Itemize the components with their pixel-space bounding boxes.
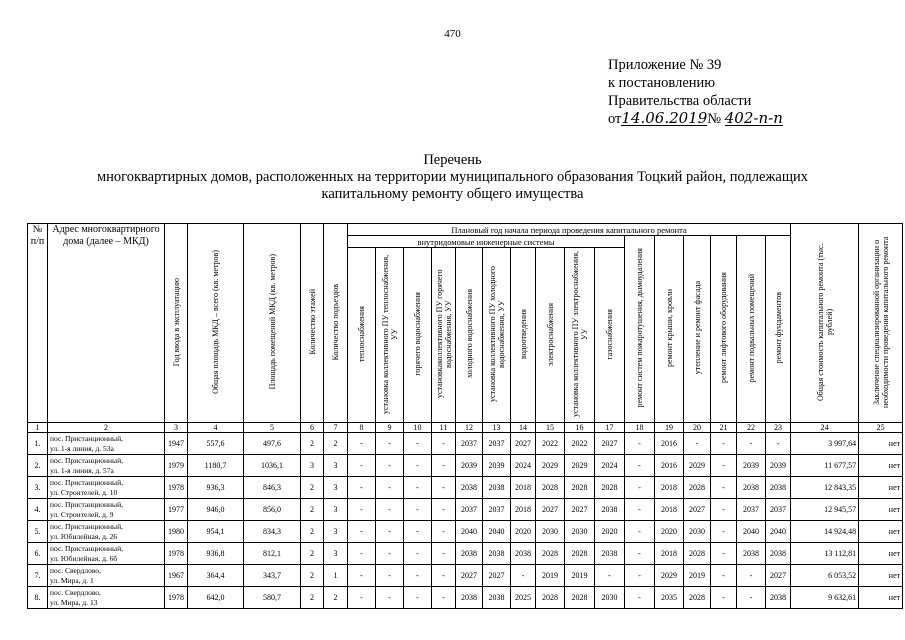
cell-c17: 2038: [595, 543, 625, 565]
cell-c17: 2030: [595, 587, 625, 609]
cell-c22: 2038: [737, 543, 766, 565]
row-number: 2.: [28, 455, 48, 477]
cell-area_prem: 343,7: [244, 565, 301, 587]
row-address: [48, 477, 165, 499]
cell-c13: 2040: [483, 521, 511, 543]
table-row: [28, 521, 903, 543]
cell-entr: 2: [324, 587, 348, 609]
row-number: 8.: [28, 587, 48, 609]
header-conclusion: Заключение специализированной организации о необходимости проведения капитального ремонта: [859, 224, 903, 423]
cell-c20: 2028: [684, 477, 711, 499]
cell-c9: -: [376, 499, 404, 521]
cell-c11: -: [432, 455, 456, 477]
column-number: 8: [348, 423, 376, 433]
annex-number: 402-п-п: [724, 109, 783, 127]
annex-line-2: к постановлению: [608, 75, 716, 91]
column-number: 5: [244, 423, 301, 433]
address-line-2: ул. Мира, д. 1: [50, 575, 94, 585]
cell-c23: 2038: [766, 543, 791, 565]
cell-c21: -: [711, 521, 737, 543]
row-total-cost: 3 997,64: [791, 433, 859, 455]
cell-c18: -: [625, 477, 655, 499]
cell-c12: 2038: [456, 587, 483, 609]
cell-area_total: 364,4: [188, 565, 244, 587]
row-conclusion: нет: [859, 521, 903, 543]
annex-from-prefix: от: [608, 111, 622, 127]
cell-c20: 2028: [684, 543, 711, 565]
cell-c21: -: [711, 499, 737, 521]
title-line-1: Перечень: [423, 152, 482, 168]
cell-c15: 2019: [536, 565, 565, 587]
cell-c14: -: [511, 565, 536, 587]
annex-no-label: №: [707, 111, 722, 127]
cell-c17: 2024: [595, 455, 625, 477]
row-total-cost: 6 053,52: [791, 565, 859, 587]
header-heating: теплоснабжения: [348, 248, 376, 423]
cell-floors: 2: [301, 587, 324, 609]
cell-c8: -: [348, 477, 376, 499]
cell-c23: 2038: [766, 587, 791, 609]
header-roof: ремонт крыши, кровли: [655, 236, 684, 423]
cell-c20: 2027: [684, 499, 711, 521]
cell-c19: 2016: [655, 433, 684, 455]
cell-entr: 1: [324, 565, 348, 587]
cell-c20: 2019: [684, 565, 711, 587]
cell-c20: 2029: [684, 455, 711, 477]
address-line-1: пос. Пристанционный,: [50, 521, 123, 531]
cell-c18: -: [625, 587, 655, 609]
cell-c19: 2018: [655, 477, 684, 499]
column-number: 22: [737, 423, 766, 433]
cell-c23: 2039: [766, 455, 791, 477]
annex-line-3: Правительства области: [608, 93, 752, 109]
cell-c12: 2040: [456, 521, 483, 543]
cell-year: 1979: [165, 455, 188, 477]
header-foundation: ремонт фундаментов: [766, 236, 791, 423]
cell-c8: -: [348, 543, 376, 565]
cell-c18: -: [625, 455, 655, 477]
cell-c20: 2030: [684, 521, 711, 543]
address-line-2: ул. 1-я линия, д. 53а: [50, 443, 114, 453]
cell-c9: -: [376, 587, 404, 609]
cell-c15: 2027: [536, 499, 565, 521]
cell-c14: 2018: [511, 499, 536, 521]
address-line-2: ул. Юбилейная, д. 6б: [50, 553, 118, 563]
title-line-3: капитальному ремонту общего имущества: [321, 186, 584, 202]
header-meter-elec: установка коллективного ПУ электроснабжения, УУ: [565, 248, 595, 423]
cell-year: 1967: [165, 565, 188, 587]
cell-c12: 2039: [456, 455, 483, 477]
table-row: [28, 543, 903, 565]
table-row: [28, 499, 903, 521]
row-conclusion: нет: [859, 455, 903, 477]
cell-c14: 2018: [511, 477, 536, 499]
cell-c14: 2020: [511, 521, 536, 543]
cell-c13: 2037: [483, 499, 511, 521]
column-number: 20: [684, 423, 711, 433]
cell-c16: 2028: [565, 543, 595, 565]
cell-c20: -: [684, 433, 711, 455]
row-number: 7.: [28, 565, 48, 587]
header-entrances: Количество подъездов: [324, 224, 348, 423]
header-basement: ремонт подвальных помещений: [737, 236, 766, 423]
column-number: 25: [859, 423, 903, 433]
header-num: № п/п: [28, 224, 48, 423]
cell-c21: -: [711, 455, 737, 477]
address-line-2: ул. Строителей, д. 9: [50, 509, 114, 519]
cell-c13: 2039: [483, 455, 511, 477]
cell-floors: 3: [301, 455, 324, 477]
table-row: [28, 587, 903, 609]
cell-floors: 2: [301, 565, 324, 587]
cell-year: 1977: [165, 499, 188, 521]
address-line-1: пос. Пристанционный,: [50, 499, 123, 509]
cell-c10: -: [404, 565, 432, 587]
cell-c20: 2028: [684, 587, 711, 609]
cell-c15: 2028: [536, 543, 565, 565]
cell-c21: -: [711, 543, 737, 565]
document-title: [0, 152, 905, 203]
cell-c13: 2037: [483, 433, 511, 455]
address-line-2: ул. Мира, д. 13: [50, 597, 98, 607]
cell-c21: -: [711, 587, 737, 609]
cell-c10: -: [404, 587, 432, 609]
cell-floors: 2: [301, 433, 324, 455]
cell-c22: -: [737, 587, 766, 609]
column-number: 14: [511, 423, 536, 433]
cell-c23: 2037: [766, 499, 791, 521]
header-planned-year: Плановый год начала периода проведения капитального ремонта: [348, 224, 791, 236]
header-year: Год ввода в эксплуатацию: [165, 224, 188, 423]
cell-c9: -: [376, 433, 404, 455]
address-line-1: пос. Пристанционный,: [50, 543, 123, 553]
cell-area_prem: 846,3: [244, 477, 301, 499]
cell-c23: 2038: [766, 477, 791, 499]
header-facade: утепление и ремонт фасада: [684, 236, 711, 423]
cell-c9: -: [376, 455, 404, 477]
cell-c10: -: [404, 543, 432, 565]
cell-year: 1980: [165, 521, 188, 543]
header-hot-water: горячего водоснабжения: [404, 248, 432, 423]
column-number: 2: [48, 423, 165, 433]
column-number: 6: [301, 423, 324, 433]
cell-c10: -: [404, 521, 432, 543]
cell-area_total: 936,8: [188, 543, 244, 565]
address-line-1: пос. Пристанционный,: [50, 433, 123, 443]
cell-c16: 2029: [565, 455, 595, 477]
cell-c17: -: [595, 565, 625, 587]
cell-floors: 2: [301, 521, 324, 543]
cell-entr: 3: [324, 477, 348, 499]
column-number: 16: [565, 423, 595, 433]
column-number: 1: [28, 423, 48, 433]
cell-c16: 2027: [565, 499, 595, 521]
row-address: [48, 433, 165, 455]
row-conclusion: нет: [859, 565, 903, 587]
header-sewer: водоотведения: [511, 248, 536, 423]
cell-c11: -: [432, 477, 456, 499]
cell-c11: -: [432, 433, 456, 455]
header-electric: электроснабжения: [536, 248, 565, 423]
cell-c10: -: [404, 499, 432, 521]
cell-c8: -: [348, 565, 376, 587]
column-number: 7: [324, 423, 348, 433]
cell-c10: -: [404, 477, 432, 499]
cell-floors: 2: [301, 543, 324, 565]
cell-c11: -: [432, 521, 456, 543]
cell-entr: 3: [324, 499, 348, 521]
header-meter-heat: установка коллективного ПУ теплоснабжения, УУ: [376, 248, 404, 423]
cell-area_total: 946,0: [188, 499, 244, 521]
column-number: 11: [432, 423, 456, 433]
header-total-area: Общая площадь МКД – всего (кв. метров): [188, 224, 244, 423]
row-address: [48, 543, 165, 565]
row-number: 6.: [28, 543, 48, 565]
cell-year: 1947: [165, 433, 188, 455]
cell-c13: 2038: [483, 543, 511, 565]
cell-c8: -: [348, 521, 376, 543]
cell-c23: 2040: [766, 521, 791, 543]
cell-c8: -: [348, 455, 376, 477]
column-number: 18: [625, 423, 655, 433]
table-row: [28, 433, 903, 455]
table-row: [28, 455, 903, 477]
cell-entr: 3: [324, 455, 348, 477]
cell-c18: -: [625, 521, 655, 543]
row-total-cost: 13 112,81: [791, 543, 859, 565]
cell-area_total: 936,3: [188, 477, 244, 499]
cell-year: 1978: [165, 477, 188, 499]
cell-c12: 2038: [456, 477, 483, 499]
cell-c17: 2038: [595, 499, 625, 521]
cell-c12: 2037: [456, 499, 483, 521]
column-number: 10: [404, 423, 432, 433]
row-address: [48, 565, 165, 587]
cell-c9: -: [376, 565, 404, 587]
cell-c9: -: [376, 521, 404, 543]
cell-entr: 2: [324, 433, 348, 455]
column-number: 12: [456, 423, 483, 433]
header-internal-systems: внутридомовые инженерные системы: [348, 236, 625, 248]
cell-c8: -: [348, 499, 376, 521]
row-address: [48, 455, 165, 477]
address-line-1: пос. Пристанционный,: [50, 455, 123, 465]
column-number: 17: [595, 423, 625, 433]
cell-c9: -: [376, 477, 404, 499]
row-address: [48, 499, 165, 521]
row-address: [48, 521, 165, 543]
cell-c11: -: [432, 543, 456, 565]
column-number: 19: [655, 423, 684, 433]
cell-c18: -: [625, 499, 655, 521]
row-conclusion: нет: [859, 499, 903, 521]
cell-c23: 2027: [766, 565, 791, 587]
cell-year: 1978: [165, 543, 188, 565]
column-number: 9: [376, 423, 404, 433]
page-number: 470: [444, 28, 461, 40]
column-number: 15: [536, 423, 565, 433]
column-number: 3: [165, 423, 188, 433]
title-line-2: многоквартирных домов, расположенных на территории муниципального образования Тоцкий район, подлежащих: [96, 169, 809, 185]
cell-c18: -: [625, 433, 655, 455]
header-total-cost: Общая стоимость капитального ремонта (тыс. рублей): [791, 224, 859, 423]
cell-c16: 2028: [565, 587, 595, 609]
row-number: 4.: [28, 499, 48, 521]
cell-area_prem: 812,1: [244, 543, 301, 565]
cell-area_total: 1180,7: [188, 455, 244, 477]
cell-c22: -: [737, 565, 766, 587]
cell-c21: -: [711, 565, 737, 587]
header-meter-cold: установка коллективного ПУ холодного водоснабжения, УУ: [483, 248, 511, 423]
cell-c15: 2029: [536, 455, 565, 477]
header-elevator: ремонт лифтового оборудования: [711, 236, 737, 423]
row-total-cost: 9 632,61: [791, 587, 859, 609]
cell-c8: -: [348, 587, 376, 609]
cell-c15: 2030: [536, 521, 565, 543]
cell-c14: 2027: [511, 433, 536, 455]
row-number: 5.: [28, 521, 48, 543]
buildings-table: [27, 223, 903, 609]
cell-c13: 2038: [483, 477, 511, 499]
cell-c12: 2037: [456, 433, 483, 455]
cell-c18: -: [625, 565, 655, 587]
row-address: [48, 587, 165, 609]
cell-c22: 2037: [737, 499, 766, 521]
cell-c17: 2020: [595, 521, 625, 543]
cell-c14: 2038: [511, 543, 536, 565]
annex-line-1: Приложение № 39: [608, 57, 722, 73]
cell-area_total: 954,1: [188, 521, 244, 543]
cell-c8: -: [348, 433, 376, 455]
cell-c17: 2028: [595, 477, 625, 499]
cell-c16: 2028: [565, 477, 595, 499]
cell-c11: -: [432, 565, 456, 587]
column-numbers-row: [28, 423, 903, 433]
row-total-cost: 11 677,57: [791, 455, 859, 477]
column-number: 23: [766, 423, 791, 433]
header-meter-hot: установкаколлективного ПУ горячего водоснабжения, УУ: [432, 248, 456, 423]
cell-area_prem: 834,3: [244, 521, 301, 543]
cell-c19: 2029: [655, 565, 684, 587]
cell-c17: 2027: [595, 433, 625, 455]
cell-c19: 2016: [655, 455, 684, 477]
column-number: 21: [711, 423, 737, 433]
header-premises-area: Площадь помещений МКД (кв. метров): [244, 224, 301, 423]
annex-block: [608, 56, 783, 128]
cell-area_prem: 580,7: [244, 587, 301, 609]
cell-c10: -: [404, 455, 432, 477]
cell-c10: -: [404, 433, 432, 455]
cell-c19: 2018: [655, 543, 684, 565]
cell-c16: 2022: [565, 433, 595, 455]
cell-c16: 2030: [565, 521, 595, 543]
annex-date-line: [608, 110, 783, 128]
row-conclusion: нет: [859, 587, 903, 609]
cell-floors: 2: [301, 499, 324, 521]
cell-c19: 2035: [655, 587, 684, 609]
header-address: Адрес многоквартирного дома (далее – МКД): [48, 224, 165, 423]
cell-c15: 2022: [536, 433, 565, 455]
cell-c13: 2038: [483, 587, 511, 609]
cell-area_prem: 856,0: [244, 499, 301, 521]
cell-c11: -: [432, 587, 456, 609]
cell-floors: 2: [301, 477, 324, 499]
cell-c12: 2027: [456, 565, 483, 587]
address-line-1: пос. Пристанционный,: [50, 477, 123, 487]
cell-area_total: 642,0: [188, 587, 244, 609]
cell-c15: 2028: [536, 477, 565, 499]
cell-c23: -: [766, 433, 791, 455]
row-number: 1.: [28, 433, 48, 455]
cell-c11: -: [432, 499, 456, 521]
cell-c19: 2018: [655, 499, 684, 521]
row-conclusion: нет: [859, 477, 903, 499]
cell-c12: 2038: [456, 543, 483, 565]
cell-c19: 2020: [655, 521, 684, 543]
table-row: [28, 565, 903, 587]
row-total-cost: 14 924,48: [791, 521, 859, 543]
address-line-2: ул. Строителей, д. 10: [50, 487, 118, 497]
cell-c22: 2038: [737, 477, 766, 499]
address-line-1: пос. Свердлово,: [50, 565, 101, 575]
column-number: 4: [188, 423, 244, 433]
cell-c21: -: [711, 477, 737, 499]
header-fire: ремонт систем пожаротушения, дымоудаления: [625, 236, 655, 423]
header-cold-water: холодного водоснабжения: [456, 248, 483, 423]
cell-entr: 3: [324, 543, 348, 565]
cell-c22: -: [737, 433, 766, 455]
header-gas: газоснабжения: [595, 248, 625, 423]
cell-c14: 2024: [511, 455, 536, 477]
cell-area_prem: 1036,1: [244, 455, 301, 477]
cell-entr: 3: [324, 521, 348, 543]
row-total-cost: 12 945,57: [791, 499, 859, 521]
cell-c16: 2019: [565, 565, 595, 587]
address-line-2: ул. Юбилейная, д. 26: [50, 531, 118, 541]
table-row: [28, 477, 903, 499]
cell-c18: -: [625, 543, 655, 565]
row-number: 3.: [28, 477, 48, 499]
row-total-cost: 12 843,35: [791, 477, 859, 499]
cell-c9: -: [376, 543, 404, 565]
cell-area_prem: 497,6: [244, 433, 301, 455]
cell-c22: 2040: [737, 521, 766, 543]
cell-c22: 2039: [737, 455, 766, 477]
cell-c15: 2028: [536, 587, 565, 609]
cell-c21: -: [711, 433, 737, 455]
cell-year: 1978: [165, 587, 188, 609]
cell-c14: 2025: [511, 587, 536, 609]
column-number: 13: [483, 423, 511, 433]
annex-date: 14.06.2019: [621, 109, 708, 127]
header-floors: Количество этажей: [301, 224, 324, 423]
row-conclusion: нет: [859, 543, 903, 565]
column-number: 24: [791, 423, 859, 433]
address-line-2: ул. 1-я линия, д. 57а: [50, 465, 114, 475]
cell-c13: 2027: [483, 565, 511, 587]
row-conclusion: нет: [859, 433, 903, 455]
cell-area_total: 557,6: [188, 433, 244, 455]
address-line-1: пос. Свердлово,: [50, 587, 101, 597]
